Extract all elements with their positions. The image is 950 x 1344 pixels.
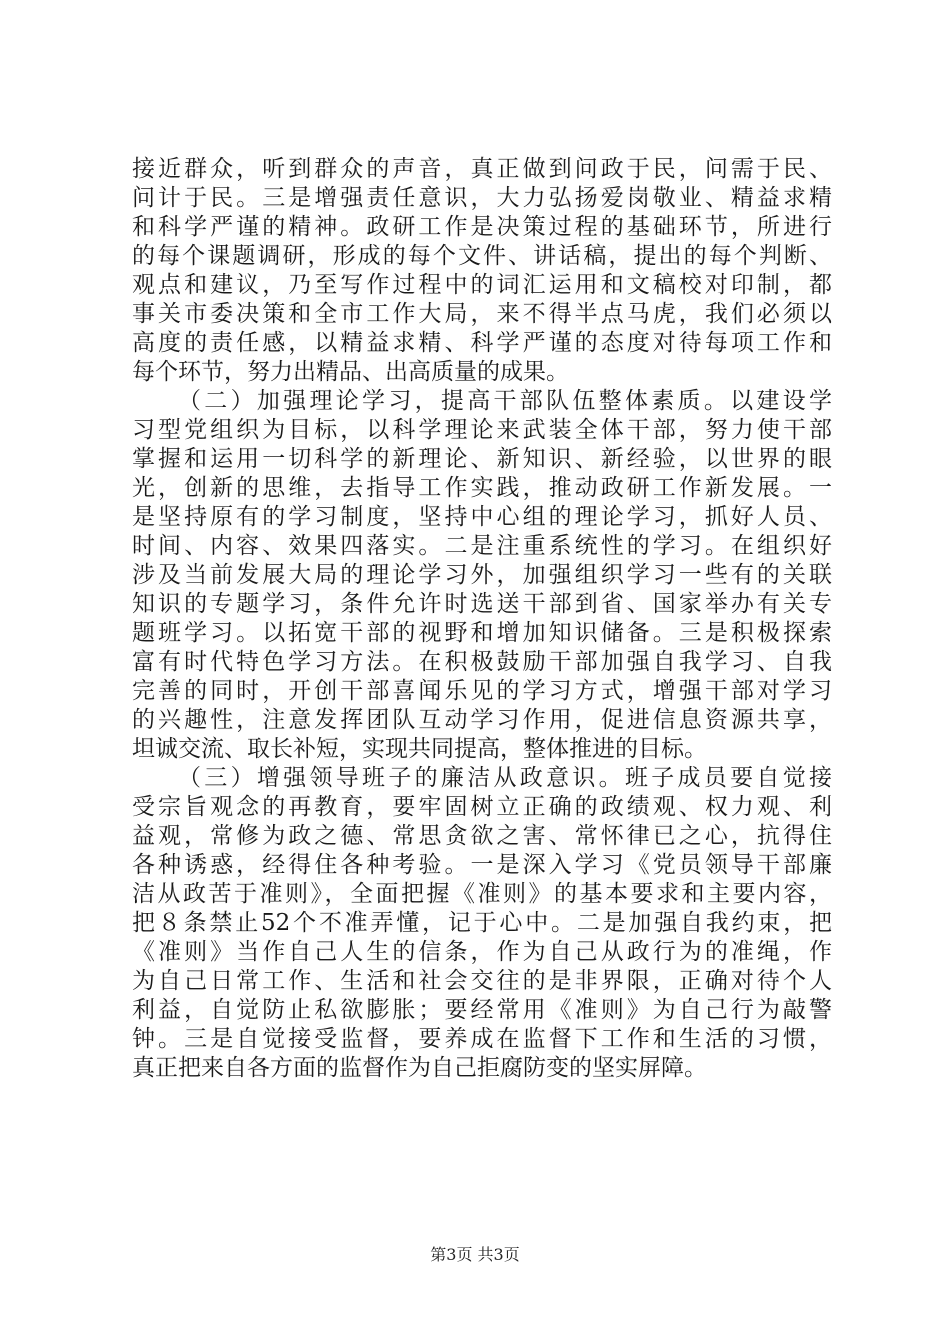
text-line: 钟。三是自觉接受监督，要养成在监督下工作和生活的习惯， <box>132 1026 832 1052</box>
text-line: 受宗旨观念的再教育，要牢固树立正确的政绩观、权力观、利 <box>132 794 832 820</box>
text-line: 掌握和运用一切科学的新理论、新知识、新经验，以世界的眼 <box>132 446 832 472</box>
text-line: 各种诱惑，经得住各种考验。一是深入学习《党员领导干部廉 <box>132 852 832 878</box>
text-line: 把８条禁止52个不准弄懂，记于心中。二是加强自我约束，把 <box>132 910 832 936</box>
text-line: 是坚持原有的学习制度，坚持中心组的理论学习，抓好人员、 <box>132 504 832 530</box>
text-line: 的每个课题调研，形成的每个文件、讲话稿，提出的每个判断、 <box>132 243 832 269</box>
text-line: 真正把来自各方面的监督作为自己拒腐防变的坚实屏障。 <box>132 1055 707 1081</box>
page-footer <box>0 1244 950 1266</box>
text-line: 利益，自觉防止私欲膨胀；要经常用《准则》为自己行为敲警 <box>132 997 832 1023</box>
text-line: 富有时代特色学习方法。在积极鼓励干部加强自我学习、自我 <box>132 649 832 675</box>
text-line: 《准则》当作自己人生的信条，作为自己从政行为的准绳，作 <box>132 939 832 965</box>
page-number: 第3页 共3页 <box>430 1245 520 1264</box>
text-line: 和科学严谨的精神。政研工作是决策过程的基础环节，所进行 <box>132 214 832 240</box>
section-heading-line: （二）加强理论学习，提高干部队伍整体素质。以建设学 <box>178 388 832 414</box>
document-body <box>132 155 832 1083</box>
text-line: 观点和建议，乃至写作过程中的词汇运用和文稿校对印制，都 <box>132 272 832 298</box>
text-line: 高度的责任感，以精益求精、科学严谨的态度对待每项工作和 <box>132 330 832 356</box>
text-line: 事关市委决策和全市工作大局，来不得半点马虎，我们必须以 <box>132 301 832 327</box>
section-heading-line: （三）增强领导班子的廉洁从政意识。班子成员要自觉接 <box>178 765 832 791</box>
text-line: 涉及当前发展大局的理论学习外，加强组织学习一些有的关联 <box>132 562 832 588</box>
text-line: 为自己日常工作、生活和社会交往的是非界限，正确对待个人 <box>132 968 832 994</box>
text-line: 题班学习。以拓宽干部的视野和增加知识储备。三是积极探索 <box>132 620 832 646</box>
text-line: 坦诚交流、取长补短，实现共同提高，整体推进的目标。 <box>132 736 707 762</box>
text-line: 知识的专题学习，条件允许时选送干部到省、国家举办有关专 <box>132 591 832 617</box>
text-line: 问计于民。三是增强责任意识，大力弘扬爱岗敬业、精益求精 <box>132 185 832 211</box>
text-line: 习型党组织为目标，以科学理论来武装全体干部，努力使干部 <box>132 417 832 443</box>
text-line: 益观，常修为政之德、常思贪欲之害、常怀律已之心，抗得住 <box>132 823 832 849</box>
text-line: 每个环节，努力出精品、出高质量的成果。 <box>132 359 569 385</box>
text-line: 洁从政苦于准则》，全面把握《准则》的基本要求和主要内容， <box>132 881 832 907</box>
text-line: 的兴趣性，注意发挥团队互动学习作用，促进信息资源共享， <box>132 707 832 733</box>
text-line: 光，创新的思维，去指导工作实践，推动政研工作新发展。一 <box>132 475 832 501</box>
text-line: 完善的同时，开创干部喜闻乐见的学习方式，增强干部对学习 <box>132 678 832 704</box>
text-line: 接近群众，听到群众的声音，真正做到问政于民，问需于民、 <box>132 156 832 182</box>
text-line: 时间、内容、效果四落实。二是注重系统性的学习。在组织好 <box>132 533 832 559</box>
